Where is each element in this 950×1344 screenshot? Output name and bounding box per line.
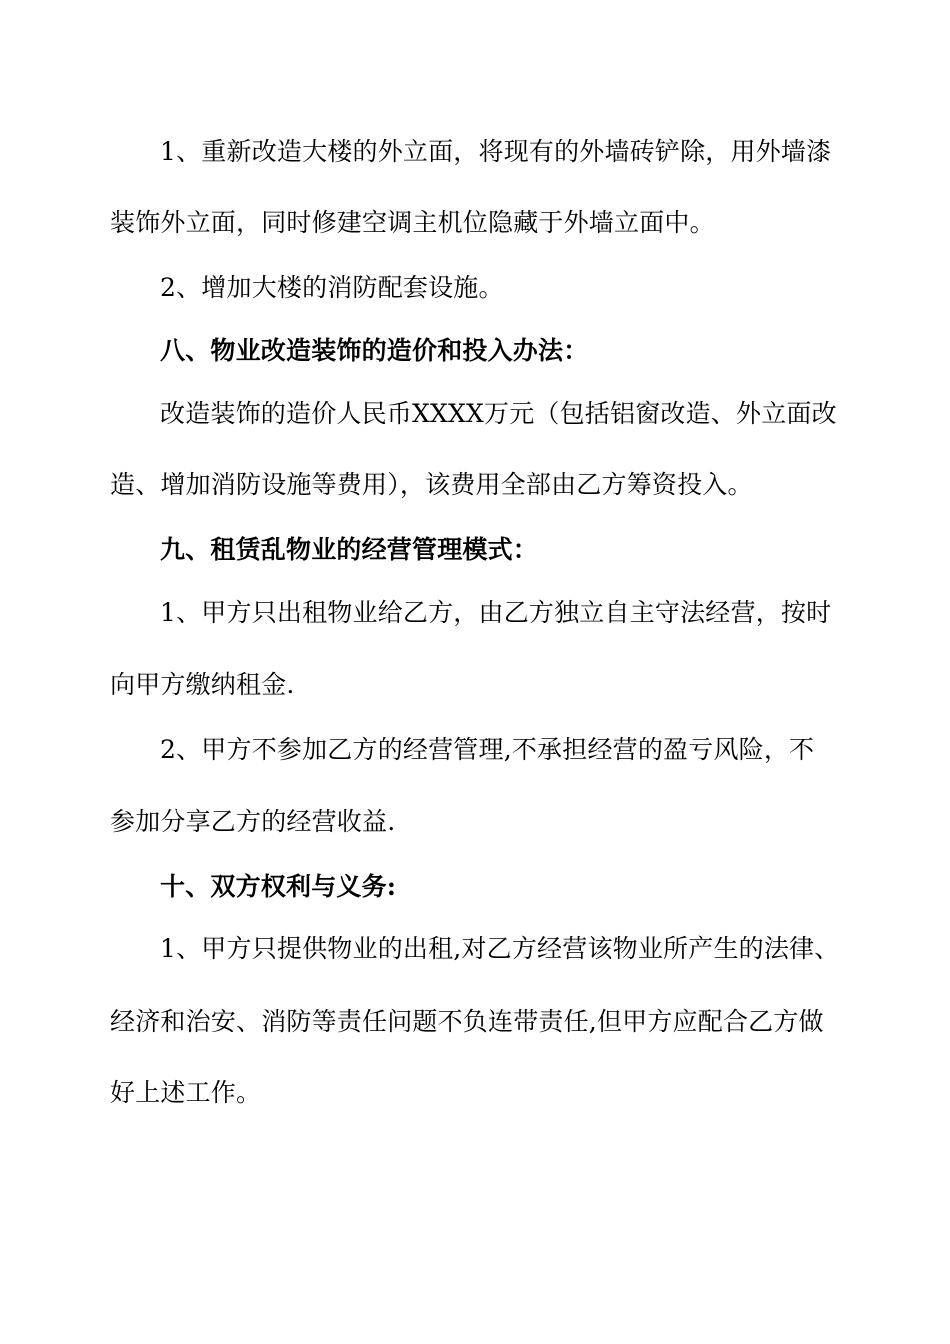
- paragraph-mgmt-2-line-2: 参加分享乙方的经营收益.: [110, 807, 396, 836]
- paragraph-rights-1-line-2: 经济和治安、消防等责任问题不负连带责任,但甲方应配合乙方做: [110, 1007, 824, 1036]
- paragraph-item-1-line-2: 装饰外立面，同时修建空调主机位隐藏于外墙立面中。: [110, 208, 715, 237]
- paragraph-cost-line-2: 造、增加消防设施等费用），该费用全部由乙方筹资投入。: [110, 470, 753, 499]
- paragraph-rights-1-line-3: 好上述工作。: [110, 1078, 262, 1107]
- paragraph-mgmt-1-line-1: 1、甲方只出租物业给乙方，由乙方独立自主守法经营，按时: [160, 598, 832, 627]
- section-heading-8: 八、物业改造装饰的造价和投入办法：: [160, 336, 589, 365]
- paragraph-item-2: 2、增加大楼的消防配套设施。: [160, 273, 504, 302]
- paragraph-rights-1-line-1: 1、甲方只提供物业的出租,对乙方经营该物业所产生的法律、: [160, 934, 840, 963]
- section-heading-10: 十、双方权利与义务:: [160, 872, 397, 901]
- paragraph-mgmt-2-line-1: 2、甲方不参加乙方的经营管理,不承担经营的盈亏风险，不: [160, 735, 815, 764]
- paragraph-cost-line-1: 改造装饰的造价人民币XXXX万元（包括铝窗改造、外立面改: [160, 399, 837, 428]
- paragraph-mgmt-1-line-2: 向甲方缴纳租金.: [110, 670, 295, 699]
- section-heading-9: 九、租赁乱物业的经营管理模式：: [160, 535, 539, 564]
- paragraph-item-1-line-1: 1、重新改造大楼的外立面，将现有的外墙砖铲除，用外墙漆: [160, 137, 832, 166]
